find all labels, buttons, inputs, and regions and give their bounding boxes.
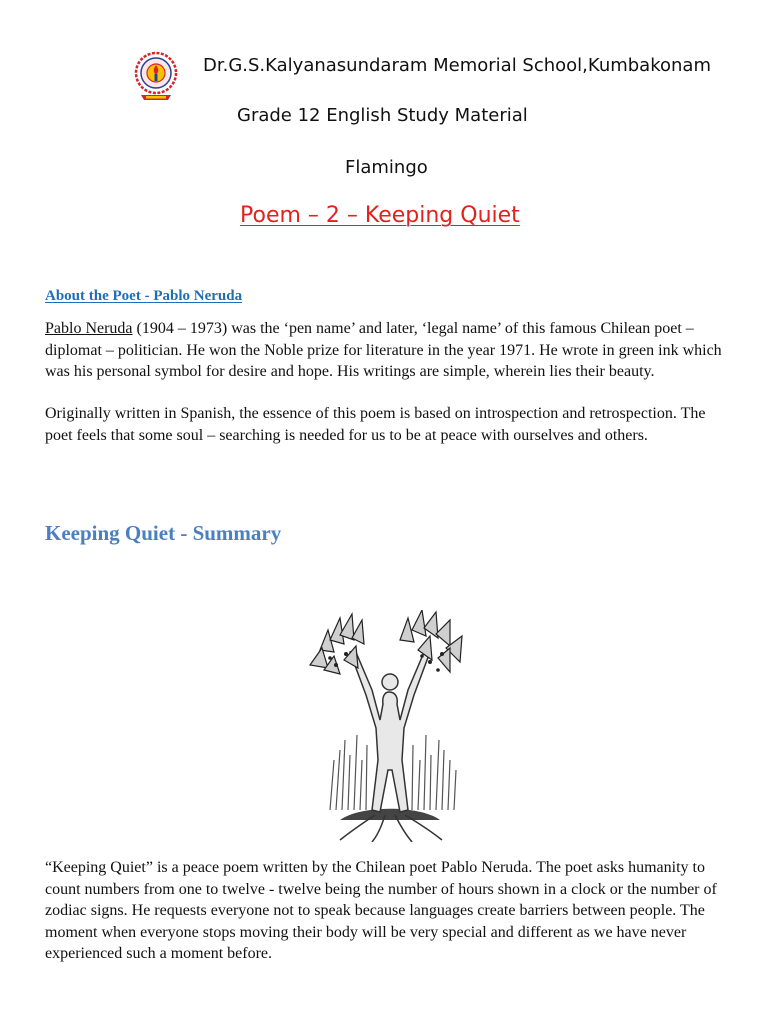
school-name: Dr.G.S.Kalyanasundaram Memorial School,Kumbakonam [203,55,711,76]
book-title: Flamingo [345,157,428,178]
poet-bio-text: (1904 – 1973) was the ‘pen name’ and later, ‘legal name’ of this famous Chilean poet – diplomat – politician. He won the Noble prize for literature in the year 1971. He wrote in green ink which was his personal symbol for desire and hope. His writings are simple, wherein lies their beauty. [45,320,722,380]
summary-paragraph: “Keeping Quiet” is a peace poem written by the Chilean poet Pablo Neruda. The poet asks humanity to count numbers from one to twelve - twelve being the number of hours shown in a clock or the number of zodiac signs. He requests everyone not to speak because languages create barriers between people. The moment when everyone stops moving their body will be very special and different as we have never experienced such a moment before. [45,859,717,962]
poet-bio-paragraph [45,318,735,383]
poet-name-link: Pablo Neruda [45,320,133,337]
school-emblem-icon [133,51,179,103]
poem-origin-paragraph: Originally written in Spanish, the essence of this poem is based on introspection and retrospection. The poet feels that some soul – searching is needed for us to be at peace with ourselves and others. [45,405,706,444]
grade-title: Grade 12 English Study Material [237,105,528,126]
tree-figure-illustration [300,610,478,842]
poem-title: Poem – 2 – Keeping Quiet [240,203,520,228]
summary-heading: Keeping Quiet - Summary [45,521,282,545]
about-poet-heading: About the Poet - Pablo Neruda [45,288,243,304]
